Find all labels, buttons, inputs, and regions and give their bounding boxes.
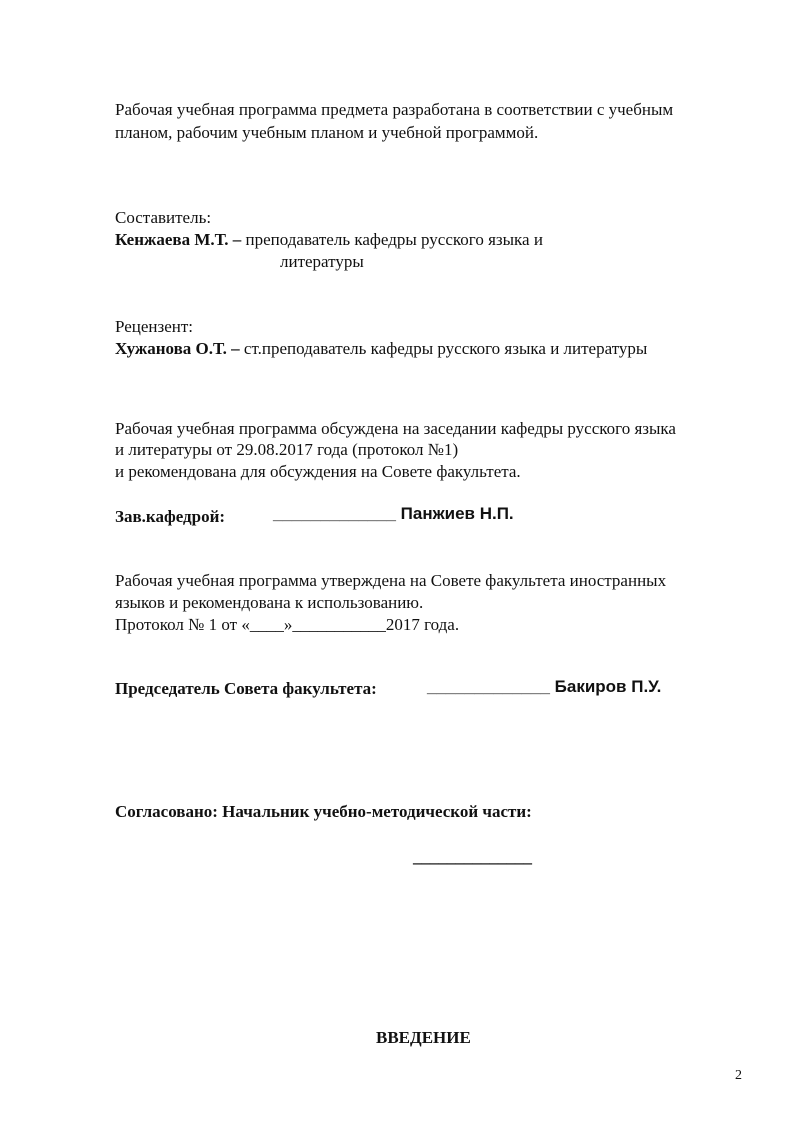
approval-line-1: Рабочая учебная программа утверждена на Совете факультета иностранных bbox=[115, 571, 667, 590]
agreed-signature: ______________ bbox=[413, 847, 532, 866]
page-number: 2 bbox=[735, 1068, 742, 1083]
approval-line-3: Протокол № 1 от «____»___________2017 года. bbox=[115, 615, 460, 634]
section-title: ВВЕДЕНИЕ bbox=[376, 1028, 471, 1047]
head-of-department-name: Панжиев Н.П. bbox=[395, 504, 514, 523]
reviewer-heading: Рецензент: bbox=[115, 317, 194, 336]
reviewer-role: ст.преподаватель кафедры русского языка и литературы bbox=[239, 339, 648, 358]
chairman-signature-line bbox=[427, 677, 661, 697]
chairman-signature: _____________ bbox=[427, 677, 550, 696]
compiler-role-line-2: литературы bbox=[280, 252, 364, 271]
approval-line-2: языков и рекомендована к использованию. bbox=[115, 593, 424, 612]
head-of-department-label: Зав.кафедрой: bbox=[115, 507, 226, 526]
compiler-role-line-1: преподаватель кафедры русского языка и bbox=[241, 230, 543, 249]
compiler-heading: Составитель: bbox=[115, 208, 212, 227]
compiler-line bbox=[115, 229, 543, 250]
intro-line-1: Рабочая учебная программа предмета разработана в соответствии с учебным bbox=[115, 100, 674, 119]
discussion-line-3: и рекомендована для обсуждения на Совете факультета. bbox=[115, 462, 521, 481]
reviewer-name: Хужанова О.Т. – bbox=[115, 339, 240, 358]
compiler-name: Кенжаева М.Т. – bbox=[115, 230, 242, 249]
chairman-label: Председатель Совета факультета: bbox=[115, 679, 377, 698]
discussion-line-1: Рабочая учебная программа обсуждена на заседании кафедры русского языка bbox=[115, 419, 676, 438]
discussion-line-2: и литературы от 29.08.2017 года (протокол №1) bbox=[115, 440, 459, 459]
intro-line-2: планом, рабочим учебным планом и учебной программой. bbox=[115, 123, 539, 142]
agreed-label: Согласовано: Начальник учебно-методической части: bbox=[115, 802, 532, 821]
reviewer-line bbox=[115, 338, 647, 359]
head-of-department-signature-line bbox=[273, 504, 514, 524]
chairman-name: Бакиров П.У. bbox=[549, 677, 662, 696]
head-of-department-signature: _____________ bbox=[273, 504, 396, 523]
